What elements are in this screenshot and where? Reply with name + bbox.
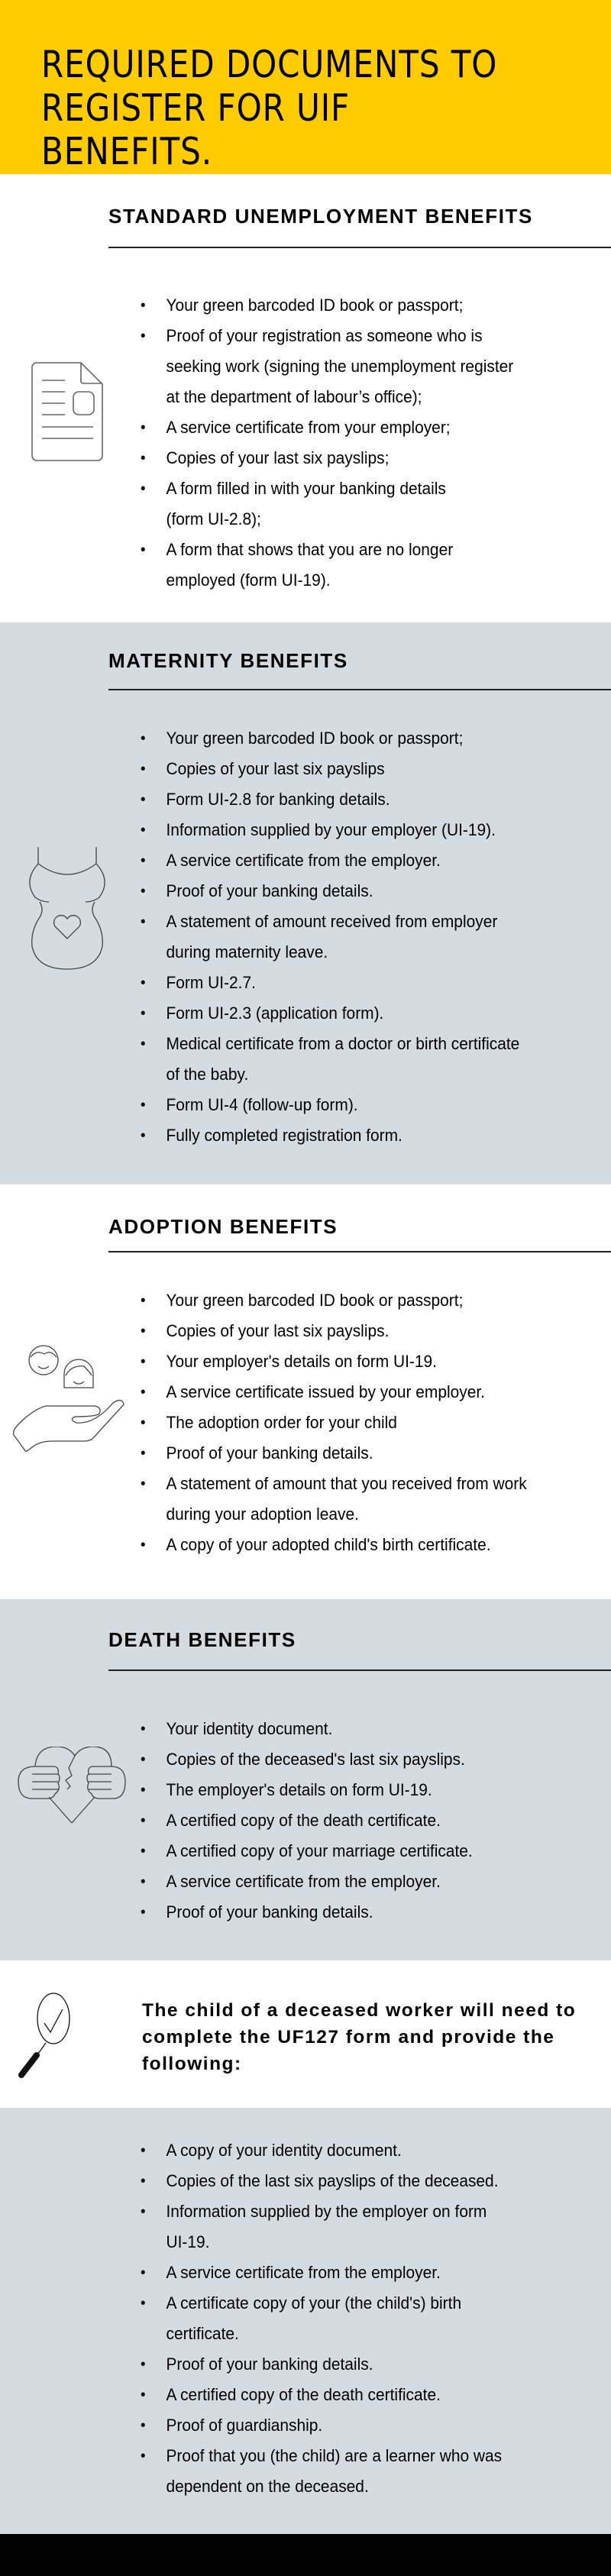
list-item-text: (form UI-2.8); — [166, 509, 261, 528]
list-item — [141, 2288, 574, 2349]
list-item-text: • A statement of amount received from employer — [166, 912, 498, 931]
list-item — [141, 1090, 574, 1120]
list-item-text: • A certified copy of your marriage certificate. — [166, 1841, 473, 1860]
list-item-text: • Information supplied by the employer on form — [166, 2202, 487, 2221]
list-item-text: during your adoption leave. — [166, 1505, 359, 1524]
list-item-text: of the baby. — [166, 1065, 249, 1084]
list-item-text: • Your green barcoded ID book or passport; — [166, 296, 464, 315]
list-item — [141, 535, 574, 596]
list-item-text: • Medical certificate from a doctor or birth certificate — [166, 1034, 520, 1053]
list-item — [141, 815, 574, 845]
list-item — [141, 907, 574, 968]
list-item — [141, 1897, 574, 1928]
list-item-text: seeking work (signing the unemployment register — [166, 357, 514, 376]
list-item — [141, 2441, 574, 2502]
list-item — [141, 1867, 574, 1897]
list-item-text: • A form filled in with your banking details — [166, 479, 446, 498]
list-item-text: • Proof of guardianship. — [166, 2416, 323, 2435]
list-item-text: • Copies of your last six payslips. — [166, 1321, 390, 1340]
title-line-1: REQUIRED DOCUMENTS TO — [41, 43, 498, 86]
section-child-documents — [0, 2108, 611, 2534]
list-item — [141, 474, 574, 535]
list-item — [141, 1408, 574, 1438]
list-item — [141, 1714, 574, 1744]
list-item — [141, 1775, 574, 1805]
list-item-text: • Copies of the last six payslips of the deceased. — [166, 2171, 499, 2190]
list-item-text: • Proof of your banking details. — [166, 1443, 373, 1463]
section-maternity — [0, 622, 611, 1185]
list-item — [141, 321, 574, 412]
list-item — [141, 1836, 574, 1867]
broken-heart-hands-icon — [17, 1747, 127, 1823]
list-item-text: certificate. — [166, 2324, 239, 2343]
list-item-text: • Proof of your banking details. — [166, 881, 373, 900]
list-item-text: • Form UI-2.3 (application form). — [166, 1004, 384, 1023]
pregnant-belly-heart-icon — [27, 847, 107, 972]
list-item-text: • A service certificate from the employer. — [166, 2263, 441, 2282]
list-item-text: • A certificate copy of your (the child's) birth — [166, 2293, 462, 2313]
list-item-text: dependent on the deceased. — [166, 2477, 369, 2496]
section-death — [0, 1599, 611, 1960]
list-item-text: • Copies of the deceased's last six payslips. — [166, 1750, 465, 1769]
section-divider — [108, 247, 611, 248]
section-divider — [108, 1251, 611, 1252]
list-item — [141, 2258, 574, 2288]
list-item-text: • Your green barcoded ID book or passport; — [166, 1291, 464, 1310]
list-item-text: • A service certificate from your employer; — [166, 418, 451, 437]
list-item-text: • Copies of your last six payslips; — [166, 448, 390, 467]
list-item — [141, 998, 574, 1029]
list-item-text: • Information supplied by your employer (UI-19). — [166, 820, 496, 839]
list-item — [141, 1438, 574, 1469]
list-item — [141, 2380, 574, 2410]
list-item-text: • A statement of amount that you received from work — [166, 1474, 527, 1493]
section-title: MATERNITY BENEFITS — [108, 649, 348, 672]
list-item-text: • A certified copy of the death certificate. — [166, 2385, 441, 2404]
list-item — [141, 2196, 574, 2258]
list-item-text: • Form UI-2.7. — [166, 973, 256, 992]
document-list — [141, 2135, 606, 2502]
list-item-text: • A form that shows that you are no longer — [166, 540, 454, 559]
list-item — [141, 784, 574, 815]
list-item — [141, 290, 574, 321]
child-note-text: The child of a deceased worker will need to complete the UF127 form and provide the following: — [142, 2000, 577, 2074]
list-item — [141, 1346, 574, 1377]
list-item — [141, 1120, 574, 1151]
document-list — [141, 290, 606, 596]
list-item-text: UI-19. — [166, 2232, 210, 2251]
list-item-text: employed (form UI-19). — [166, 570, 331, 590]
list-item-text: • A copy of your identity document. — [166, 2141, 402, 2160]
list-item — [141, 1377, 574, 1408]
list-item-text: at the department of labour’s office); — [166, 387, 422, 406]
list-item-text: • A service certificate from the employer. — [166, 1872, 441, 1891]
list-item — [141, 2349, 574, 2380]
footer-bar — [0, 2534, 611, 2576]
list-item — [141, 876, 574, 907]
document-list — [141, 1285, 606, 1560]
list-item — [141, 443, 574, 474]
list-item — [141, 1316, 574, 1346]
section-adoption — [0, 1185, 611, 1599]
list-item — [141, 412, 574, 443]
list-item — [141, 723, 574, 754]
list-item-text: • Form UI-4 (follow-up form). — [166, 1095, 358, 1114]
list-item — [141, 1805, 574, 1836]
section-title: STANDARD UNEMPLOYMENT BENEFITS — [108, 205, 533, 228]
title-line-2: REGISTER FOR UIF BENEFITS. — [41, 86, 351, 173]
section-title: DEATH BENEFITS — [108, 1628, 296, 1651]
list-item — [141, 845, 574, 876]
list-item-text: • A copy of your adopted child's birth certificate. — [166, 1535, 491, 1554]
document-list — [141, 1714, 606, 1928]
list-item — [141, 968, 574, 998]
list-item-text: • Proof that you (the child) are a learner who was — [166, 2446, 503, 2465]
document-list — [141, 723, 606, 1151]
page-title — [41, 43, 514, 173]
header-banner — [0, 0, 611, 174]
section-divider — [108, 1669, 611, 1671]
document-icon — [31, 361, 104, 462]
section-divider — [108, 689, 611, 690]
list-item-text: • Proof of your banking details. — [166, 2355, 373, 2374]
magnifier-check-icon — [18, 1993, 75, 2078]
list-item-text: • Proof of your banking details. — [166, 1902, 373, 1921]
list-item-text: • Proof of your registration as someone who is — [166, 326, 483, 345]
list-item — [141, 1285, 574, 1316]
list-item-text: • A service certificate from the employer. — [166, 851, 441, 870]
list-item-text: • Your green barcoded ID book or passport; — [166, 729, 464, 748]
list-item — [141, 2410, 574, 2441]
list-item-text: • Your employer's details on form UI-19. — [166, 1352, 437, 1371]
list-item-text: • The adoption order for your child — [166, 1413, 397, 1432]
list-item — [141, 1029, 574, 1090]
list-item — [141, 1530, 574, 1560]
list-item-text: • The employer's details on form UI-19. — [166, 1780, 432, 1799]
list-item — [141, 2166, 574, 2196]
list-item — [141, 2135, 574, 2166]
list-item — [141, 754, 574, 784]
section-standard-unemployment — [0, 174, 611, 622]
list-item-text: • Form UI-2.8 for banking details. — [166, 790, 390, 809]
list-item-text: • Fully completed registration form. — [166, 1126, 402, 1145]
list-item-text: • Copies of your last six payslips — [166, 759, 385, 778]
section-title: ADOPTION BENEFITS — [108, 1215, 338, 1238]
hand-holding-children-icon — [11, 1337, 125, 1452]
list-item-text: • A service certificate issued by your employer. — [166, 1382, 486, 1401]
section-child-note — [0, 1960, 611, 2108]
list-item-text: • Your identity document. — [166, 1719, 333, 1738]
list-item — [141, 1469, 574, 1530]
list-item-text: during maternity leave. — [166, 942, 328, 962]
list-item-text: • A certified copy of the death certificate. — [166, 1811, 441, 1830]
list-item — [141, 1744, 574, 1775]
